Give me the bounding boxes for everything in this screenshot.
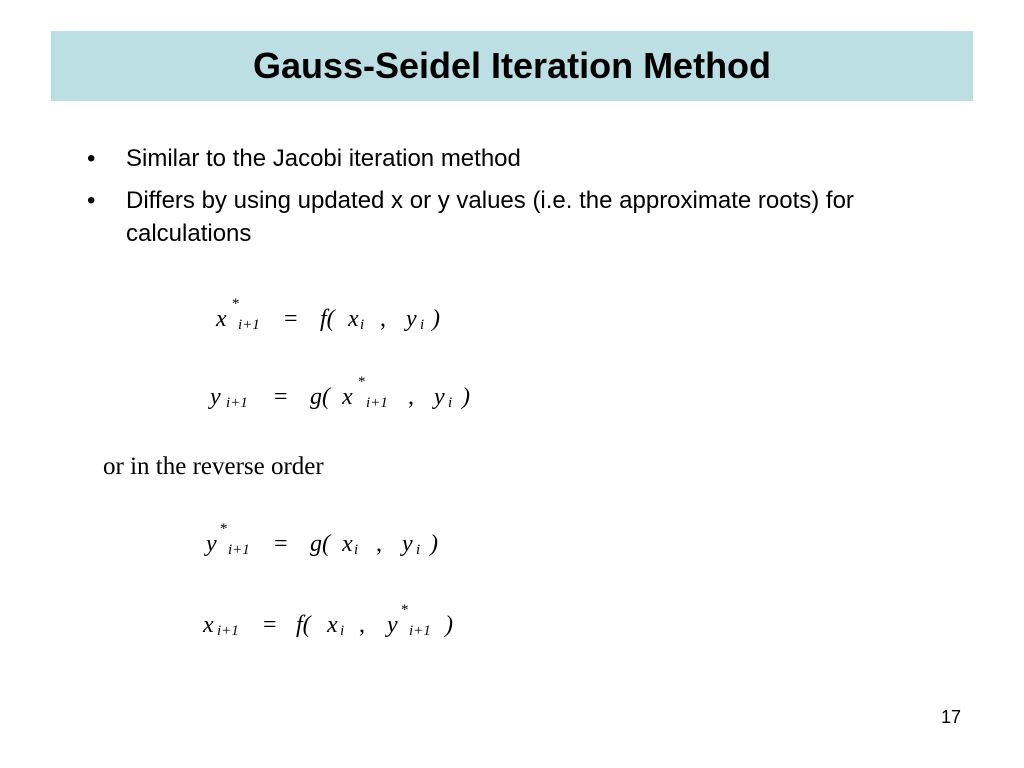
eq-equals: = [284, 306, 298, 332]
eq-lhs-var: x [203, 612, 214, 638]
bullet-text: Similar to the Jacobi iteration method [126, 145, 521, 172]
eq-arg1-subscript: i [354, 542, 359, 558]
eq-lhs-var: x [216, 306, 227, 332]
eq-arg1-var: x [342, 384, 353, 410]
bullet-text: Differs by using updated x or y values (i.e. the approximate roots) for calculations [126, 187, 854, 247]
bullet-glyph: • [87, 187, 96, 214]
eq-arg2-var: y [406, 306, 417, 332]
eq-arg1-var: x [327, 612, 338, 638]
eq-arg2-var: y [434, 384, 445, 410]
eq-lhs-superscript: * [232, 296, 240, 312]
eq-comma: , [359, 612, 365, 638]
eq-close-paren: ) [462, 384, 470, 410]
eq-comma: , [380, 306, 386, 332]
eq-lhs-subscript: i+1 [228, 542, 250, 558]
eq-arg2-var: y [402, 531, 413, 557]
eq-lhs-var: y [206, 531, 217, 557]
eq-arg2-superscript: * [401, 602, 409, 618]
eq-arg2-subscript: i+1 [409, 623, 431, 639]
eq-function: f( [320, 306, 335, 332]
eq-arg1-var: x [342, 531, 353, 557]
eq-close-paren: ) [430, 531, 438, 557]
eq-lhs-subscript: i+1 [217, 623, 239, 639]
eq-arg2-var: y [387, 612, 398, 638]
eq-comma: , [376, 531, 382, 557]
eq-equals: = [263, 612, 277, 638]
eq-arg1-subscript: i [340, 623, 345, 639]
eq-close-paren: ) [445, 612, 453, 638]
reverse-order-note: or in the reverse order [103, 453, 324, 480]
eq-arg1-superscript: * [358, 374, 366, 390]
page-number: 17 [941, 707, 962, 727]
eq-function: g( [310, 384, 330, 410]
bullet-item [85, 142, 885, 175]
eq-lhs-var: y [210, 384, 221, 410]
eq-lhs-subscript: i+1 [238, 317, 260, 333]
eq-comma: , [408, 384, 414, 410]
eq-function: g( [310, 531, 330, 557]
eq-arg1-var: x [348, 306, 359, 332]
eq-equals: = [274, 384, 288, 410]
title-bar [51, 31, 973, 101]
eq-lhs-superscript: * [220, 521, 228, 537]
eq-lhs-subscript: i+1 [226, 395, 248, 411]
eq-close-paren: ) [432, 306, 440, 332]
bullet-glyph: • [87, 145, 96, 172]
bullet-item [85, 184, 885, 250]
eq-arg1-subscript: i+1 [366, 395, 388, 411]
eq-arg2-subscript: i [416, 542, 421, 558]
eq-arg2-subscript: i [420, 317, 425, 333]
bullet-list [85, 142, 885, 259]
eq-arg2-subscript: i [448, 395, 453, 411]
eq-arg1-subscript: i [360, 317, 365, 333]
slide-title: Gauss-Seidel Iteration Method [252, 45, 772, 86]
eq-function: f( [296, 612, 311, 638]
eq-equals: = [274, 531, 288, 557]
